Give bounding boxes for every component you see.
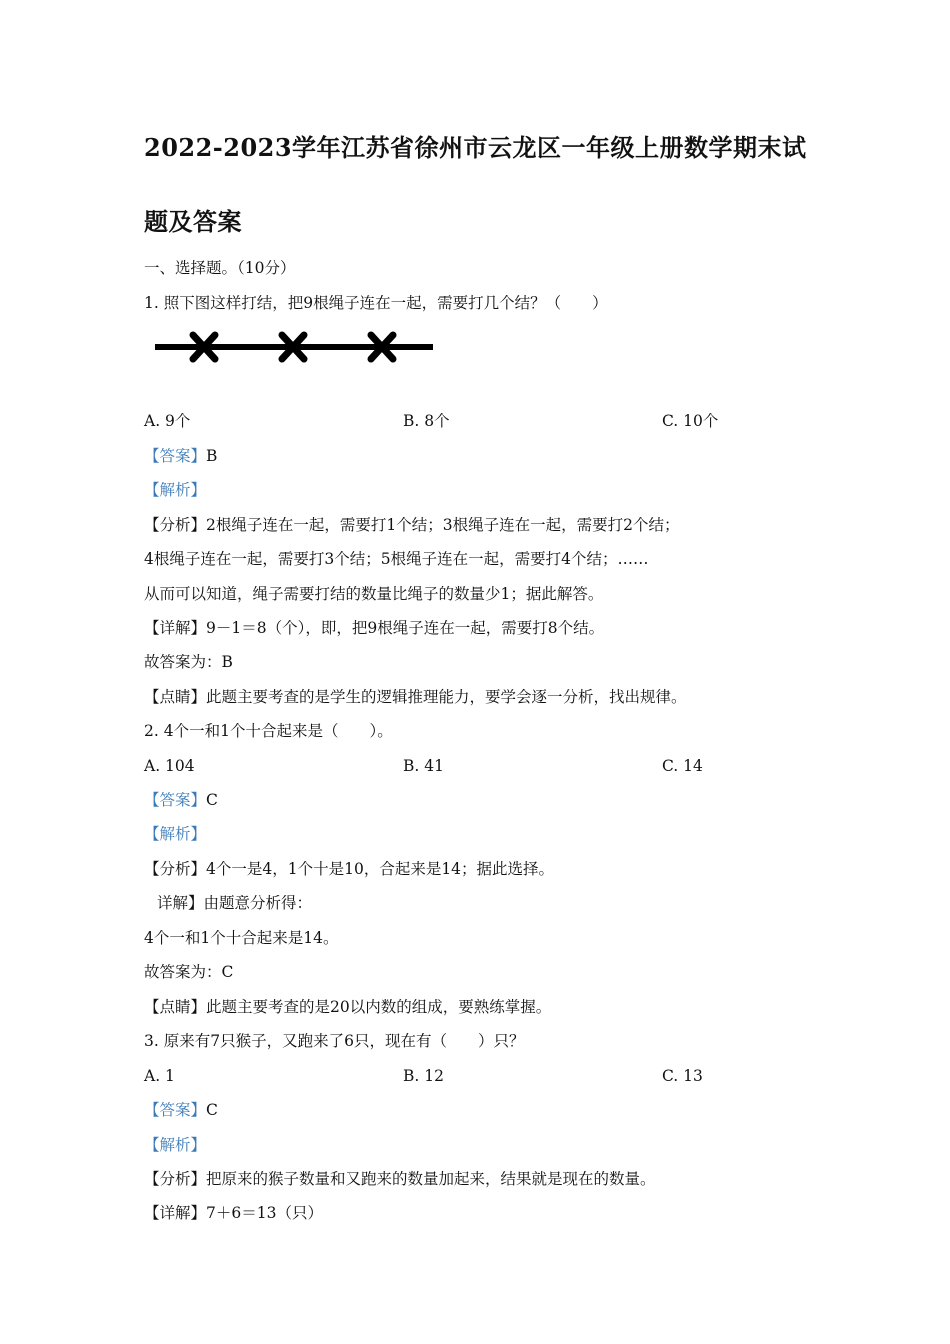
q1-detail — [144, 618, 604, 638]
q3-answer — [144, 1100, 218, 1120]
q3-question: 3. 原来有7只猴子，又跑来了6只，现在有（ ）只？ — [144, 1032, 525, 1050]
answer-value: C — [206, 1101, 218, 1119]
document-title-line-2: 题及答案 — [144, 207, 242, 236]
q2-question: 2. 4个一和1个十合起来是（ ）。 — [144, 722, 393, 740]
q1-final-answer: 故答案为：B — [144, 653, 233, 671]
fenxi-text: 2根绳子连在一起，需要打1个结；3根绳子连在一起，需要打2个结； — [206, 516, 680, 534]
q1-question: 1. 照下图这样打结，把9根绳子连在一起，需要打几个结？（ ） — [144, 294, 608, 312]
q3-fenxi — [144, 1169, 656, 1189]
q1-fenxi-2: 4根绳子连在一起，需要打3个结；5根绳子连在一起，需要打4个结；…… — [144, 550, 649, 568]
q2-option-b: B. 41 — [403, 757, 444, 775]
rope-knot-figure — [150, 326, 440, 368]
q3-option-c: C. 13 — [662, 1067, 703, 1085]
fenxi-tag: 【分析】 — [144, 860, 207, 878]
q1-answer — [144, 446, 217, 466]
q2-option-a: A. 104 — [144, 757, 195, 775]
detail-tag: 【详解】 — [144, 619, 207, 637]
detail-tag: 【详解】 — [144, 1204, 207, 1222]
q3-option-a: A. 1 — [144, 1067, 175, 1085]
dianjing-text: 此题主要考查的是学生的逻辑推理能力，要学会逐一分析，找出规律。 — [206, 688, 687, 706]
fenxi-text: 4个一是4，1个十是10，合起来是14；据此选择。 — [206, 860, 555, 878]
fenxi-text: 把原来的猴子数量和又跑来的数量加起来，结果就是现在的数量。 — [206, 1170, 656, 1188]
answer-value: C — [206, 791, 218, 809]
q2-final-answer: 故答案为：C — [144, 963, 234, 981]
q1-option-b: B. 8个 — [403, 412, 450, 430]
answer-value: B — [206, 447, 218, 465]
answer-tag: 【答案】 — [144, 1101, 207, 1119]
document-title-line-1: 2022-2023学年江苏省徐州市云龙区一年级上册数学期末试 — [144, 133, 807, 162]
q3-detail — [144, 1203, 323, 1223]
q3-analysis-tag: 【解析】 — [144, 1136, 207, 1154]
q2-dianjing — [144, 997, 551, 1017]
q1-analysis-tag: 【解析】 — [144, 481, 207, 499]
dianjing-text: 此题主要考查的是20以内数的组成，要熟练掌握。 — [206, 998, 552, 1016]
q1-option-a: A. 9个 — [144, 412, 191, 430]
q2-analysis-tag: 【解析】 — [144, 825, 207, 843]
detail-text: 9－1＝8（个），即，把9根绳子连在一起，需要打8个结。 — [206, 619, 605, 637]
q1-dianjing — [144, 687, 687, 707]
fenxi-tag: 【分析】 — [144, 1170, 207, 1188]
q1-option-c: C. 10个 — [662, 412, 719, 430]
answer-tag: 【答案】 — [144, 791, 207, 809]
answer-tag: 【答案】 — [144, 447, 207, 465]
fenxi-tag: 【分析】 — [144, 516, 207, 534]
q3-option-b: B. 12 — [403, 1067, 444, 1085]
q2-option-c: C. 14 — [662, 757, 703, 775]
section-heading: 一、选择题。（10分） — [144, 259, 296, 277]
detail-text: 7＋6＝13（只） — [206, 1204, 323, 1222]
dianjing-tag: 【点睛】 — [144, 998, 207, 1016]
q2-fenxi — [144, 859, 554, 879]
q2-detail: 详解】由题意分析得： — [157, 894, 313, 912]
q1-fenxi-3: 从而可以知道，绳子需要打结的数量比绳子的数量少1；据此解答。 — [144, 585, 604, 603]
q2-detail-2: 4个一和1个十合起来是14。 — [144, 929, 339, 947]
q1-fenxi-1 — [144, 515, 679, 535]
q2-answer — [144, 790, 218, 810]
dianjing-tag: 【点睛】 — [144, 688, 207, 706]
